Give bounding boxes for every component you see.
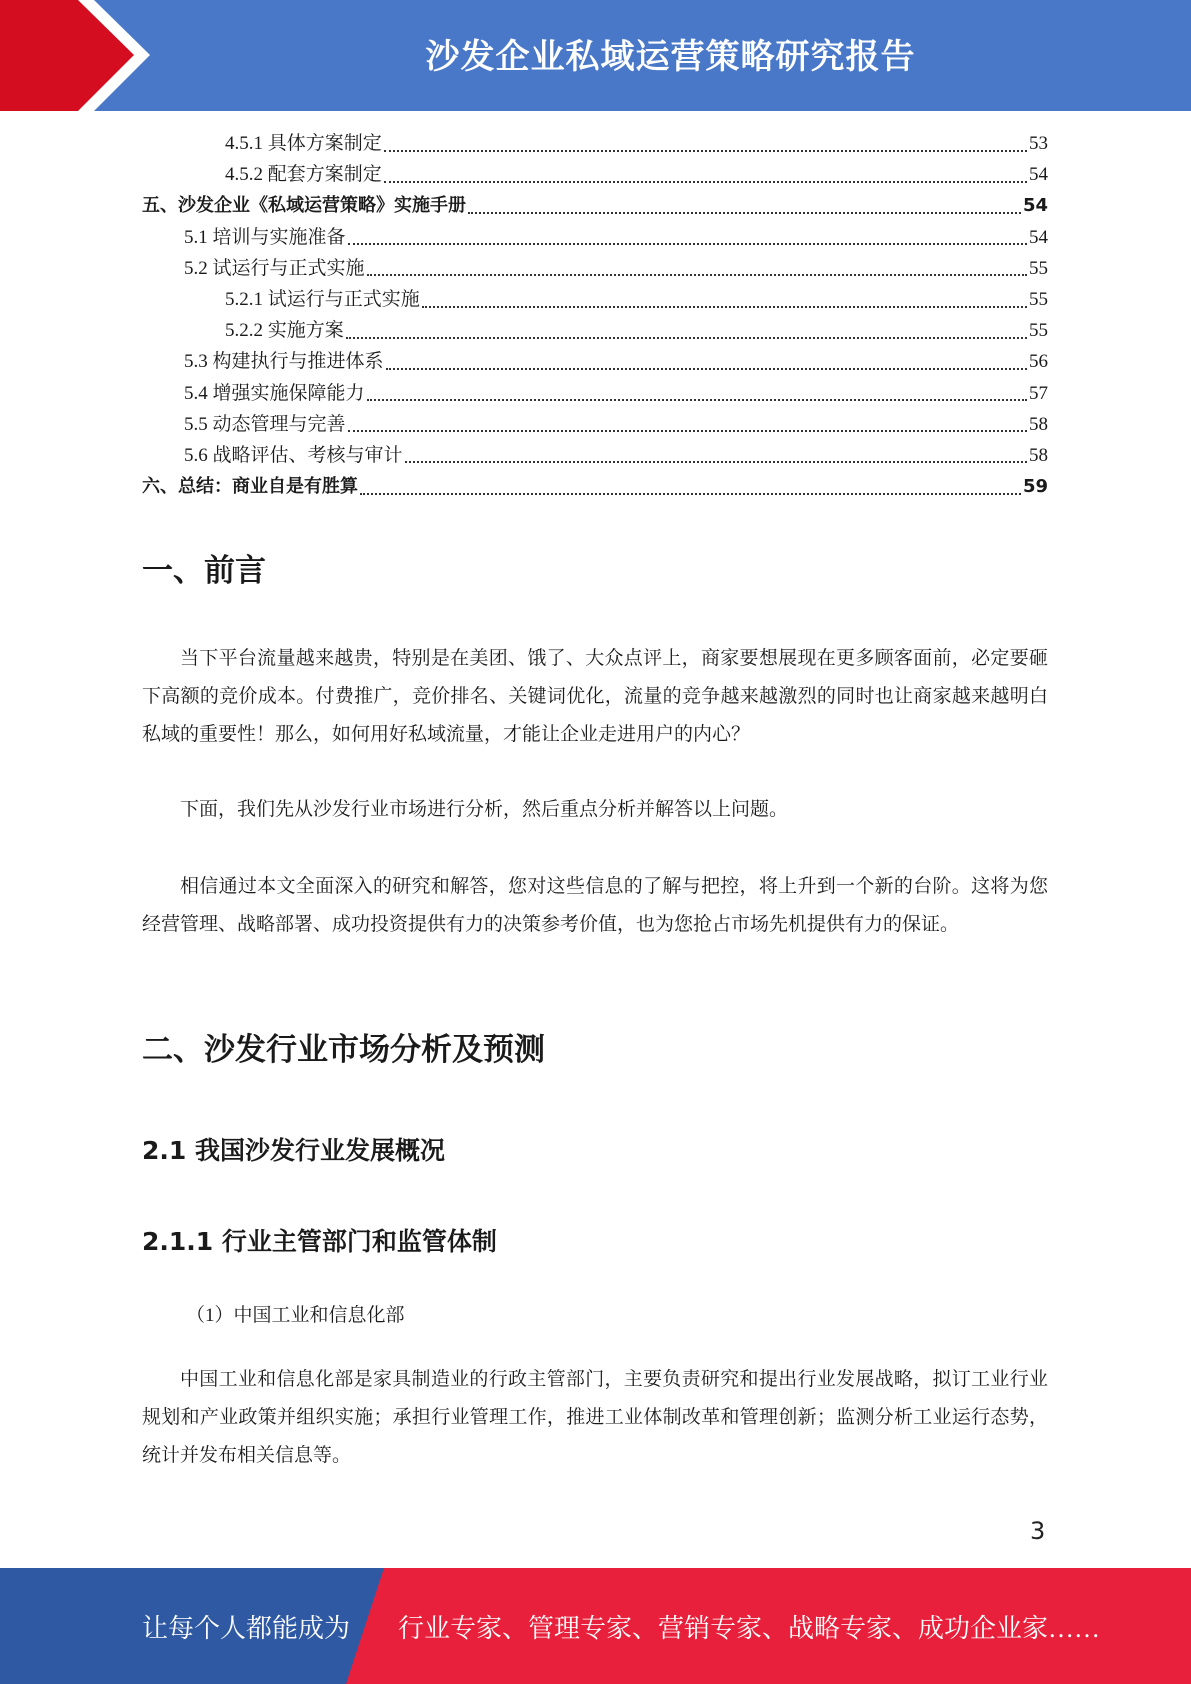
- toc-entry-label: 五、沙发企业《私域运营策略》实施手册: [142, 195, 466, 217]
- header-title: 沙发企业私域运营策略研究报告: [425, 36, 916, 77]
- toc-dot-leader: [346, 337, 1027, 339]
- toc-entry-page: 54: [1029, 164, 1048, 186]
- footer-slogan-left: 让每个人都能成为: [142, 1613, 351, 1643]
- toc-dot-leader: [386, 368, 1027, 370]
- toc-entry-page: 54: [1029, 226, 1048, 248]
- toc-entry-label: 5.6 战略评估、考核与审计: [184, 444, 403, 466]
- toc-dot-leader: [367, 399, 1027, 401]
- toc-entry-page: 54: [1022, 195, 1048, 217]
- page-footer: [0, 1568, 1191, 1684]
- footer-slogan-right: 行业专家、管理专家、营销专家、战略专家、成功企业家……: [398, 1613, 1101, 1643]
- section-heading-market-analysis: 二、沙发行业市场分析及预测: [142, 1032, 545, 1068]
- toc-dot-leader: [384, 150, 1027, 152]
- toc-entry-page: 59: [1022, 476, 1048, 498]
- toc-entry[interactable]: [142, 346, 1048, 377]
- toc-entry-label: 5.2 试运行与正式实施: [184, 257, 365, 279]
- toc-dot-leader: [360, 493, 1021, 495]
- toc-entry-page: 58: [1029, 413, 1048, 435]
- toc-entry-page: 56: [1029, 351, 1048, 373]
- toc-entry-label: 4.5.1 具体方案制定: [225, 133, 382, 154]
- page-header: [0, 0, 1191, 111]
- toc-dot-leader: [422, 306, 1027, 308]
- toc-entry-label: 5.4 增强实施保障能力: [184, 382, 365, 404]
- toc-entry[interactable]: [142, 190, 1048, 221]
- subsection-heading: 2.1.1 行业主管部门和监管体制: [142, 1227, 497, 1256]
- toc-entry-label: 5.2.2 实施方案: [225, 320, 344, 342]
- section-heading-preface: 一、前言: [142, 553, 266, 589]
- toc-entry[interactable]: [142, 378, 1048, 409]
- toc-entry-label: 5.2.1 试运行与正式实施: [225, 288, 420, 310]
- paragraph: 中国工业和信息化部是家具制造业的行政主管部门，主要负责研究和提出行业发展战略，拟订工业行业规划和产业政策并组织实施；承担行业管理工作，推进工业体制改革和管理创新；监测分析工业运行态势，统计并发布相关信息等。: [142, 1369, 1048, 1466]
- paragraph: 当下平台流量越来越贵，特别是在美团、饿了、大众点评上，商家要想展现在更多顾客面前，必定要砸下高额的竞价成本。付费推广，竞价排名、关键词优化，流量的竞争越来越激烈的同时也让商家越来越明白私域的重要性！那么，如何用好私域流量，才能让企业走进用户的内心？: [142, 648, 1048, 745]
- toc-entry-page: 57: [1029, 382, 1048, 404]
- paragraph: 下面，我们先从沙发行业市场进行分析，然后重点分析并解答以上问题。: [180, 799, 789, 820]
- toc-entry[interactable]: [142, 222, 1048, 253]
- toc-dot-leader: [405, 461, 1027, 463]
- toc-entry[interactable]: [142, 409, 1048, 440]
- toc-entry-page: 55: [1029, 320, 1048, 342]
- toc-entry-page: 58: [1029, 444, 1048, 466]
- toc-entry[interactable]: [142, 284, 1048, 315]
- toc-entry-label: 5.1 培训与实施准备: [184, 226, 346, 248]
- toc-entry[interactable]: [142, 315, 1048, 346]
- toc-entry-page: 55: [1029, 288, 1048, 310]
- list-item-label: （1）中国工业和信息化部: [186, 1305, 405, 1326]
- subsection-heading: 2.1 我国沙发行业发展概况: [142, 1136, 445, 1165]
- toc-entry-label: 六、总结：商业自是有胜算: [142, 476, 358, 498]
- toc-entry-page: 55: [1029, 257, 1048, 279]
- toc-dot-leader: [468, 212, 1021, 214]
- table-of-contents: [142, 128, 1048, 502]
- toc-entry-label: 4.5.2 配套方案制定: [225, 164, 382, 186]
- toc-entry-label: 5.3 构建执行与推进体系: [184, 351, 384, 373]
- toc-dot-leader: [348, 430, 1027, 432]
- toc-entry[interactable]: [142, 159, 1048, 190]
- page-number: 3: [1030, 1517, 1046, 1545]
- toc-dot-leader: [367, 274, 1027, 276]
- toc-entry-label: 5.5 动态管理与完善: [184, 413, 346, 435]
- toc-entry[interactable]: [142, 440, 1048, 471]
- toc-entry[interactable]: [142, 471, 1048, 502]
- toc-dot-leader: [384, 181, 1027, 183]
- toc-entry[interactable]: [142, 128, 1048, 159]
- paragraph: 相信通过本文全面深入的研究和解答，您对这些信息的了解与把控，将上升到一个新的台阶。这将为您经营管理、战略部署、成功投资提供有力的决策参考价值，也为您抢占市场先机提供有力的保证。: [142, 876, 1048, 935]
- toc-entry[interactable]: [142, 253, 1048, 284]
- toc-entry-page: 53: [1029, 133, 1048, 154]
- toc-dot-leader: [348, 243, 1027, 245]
